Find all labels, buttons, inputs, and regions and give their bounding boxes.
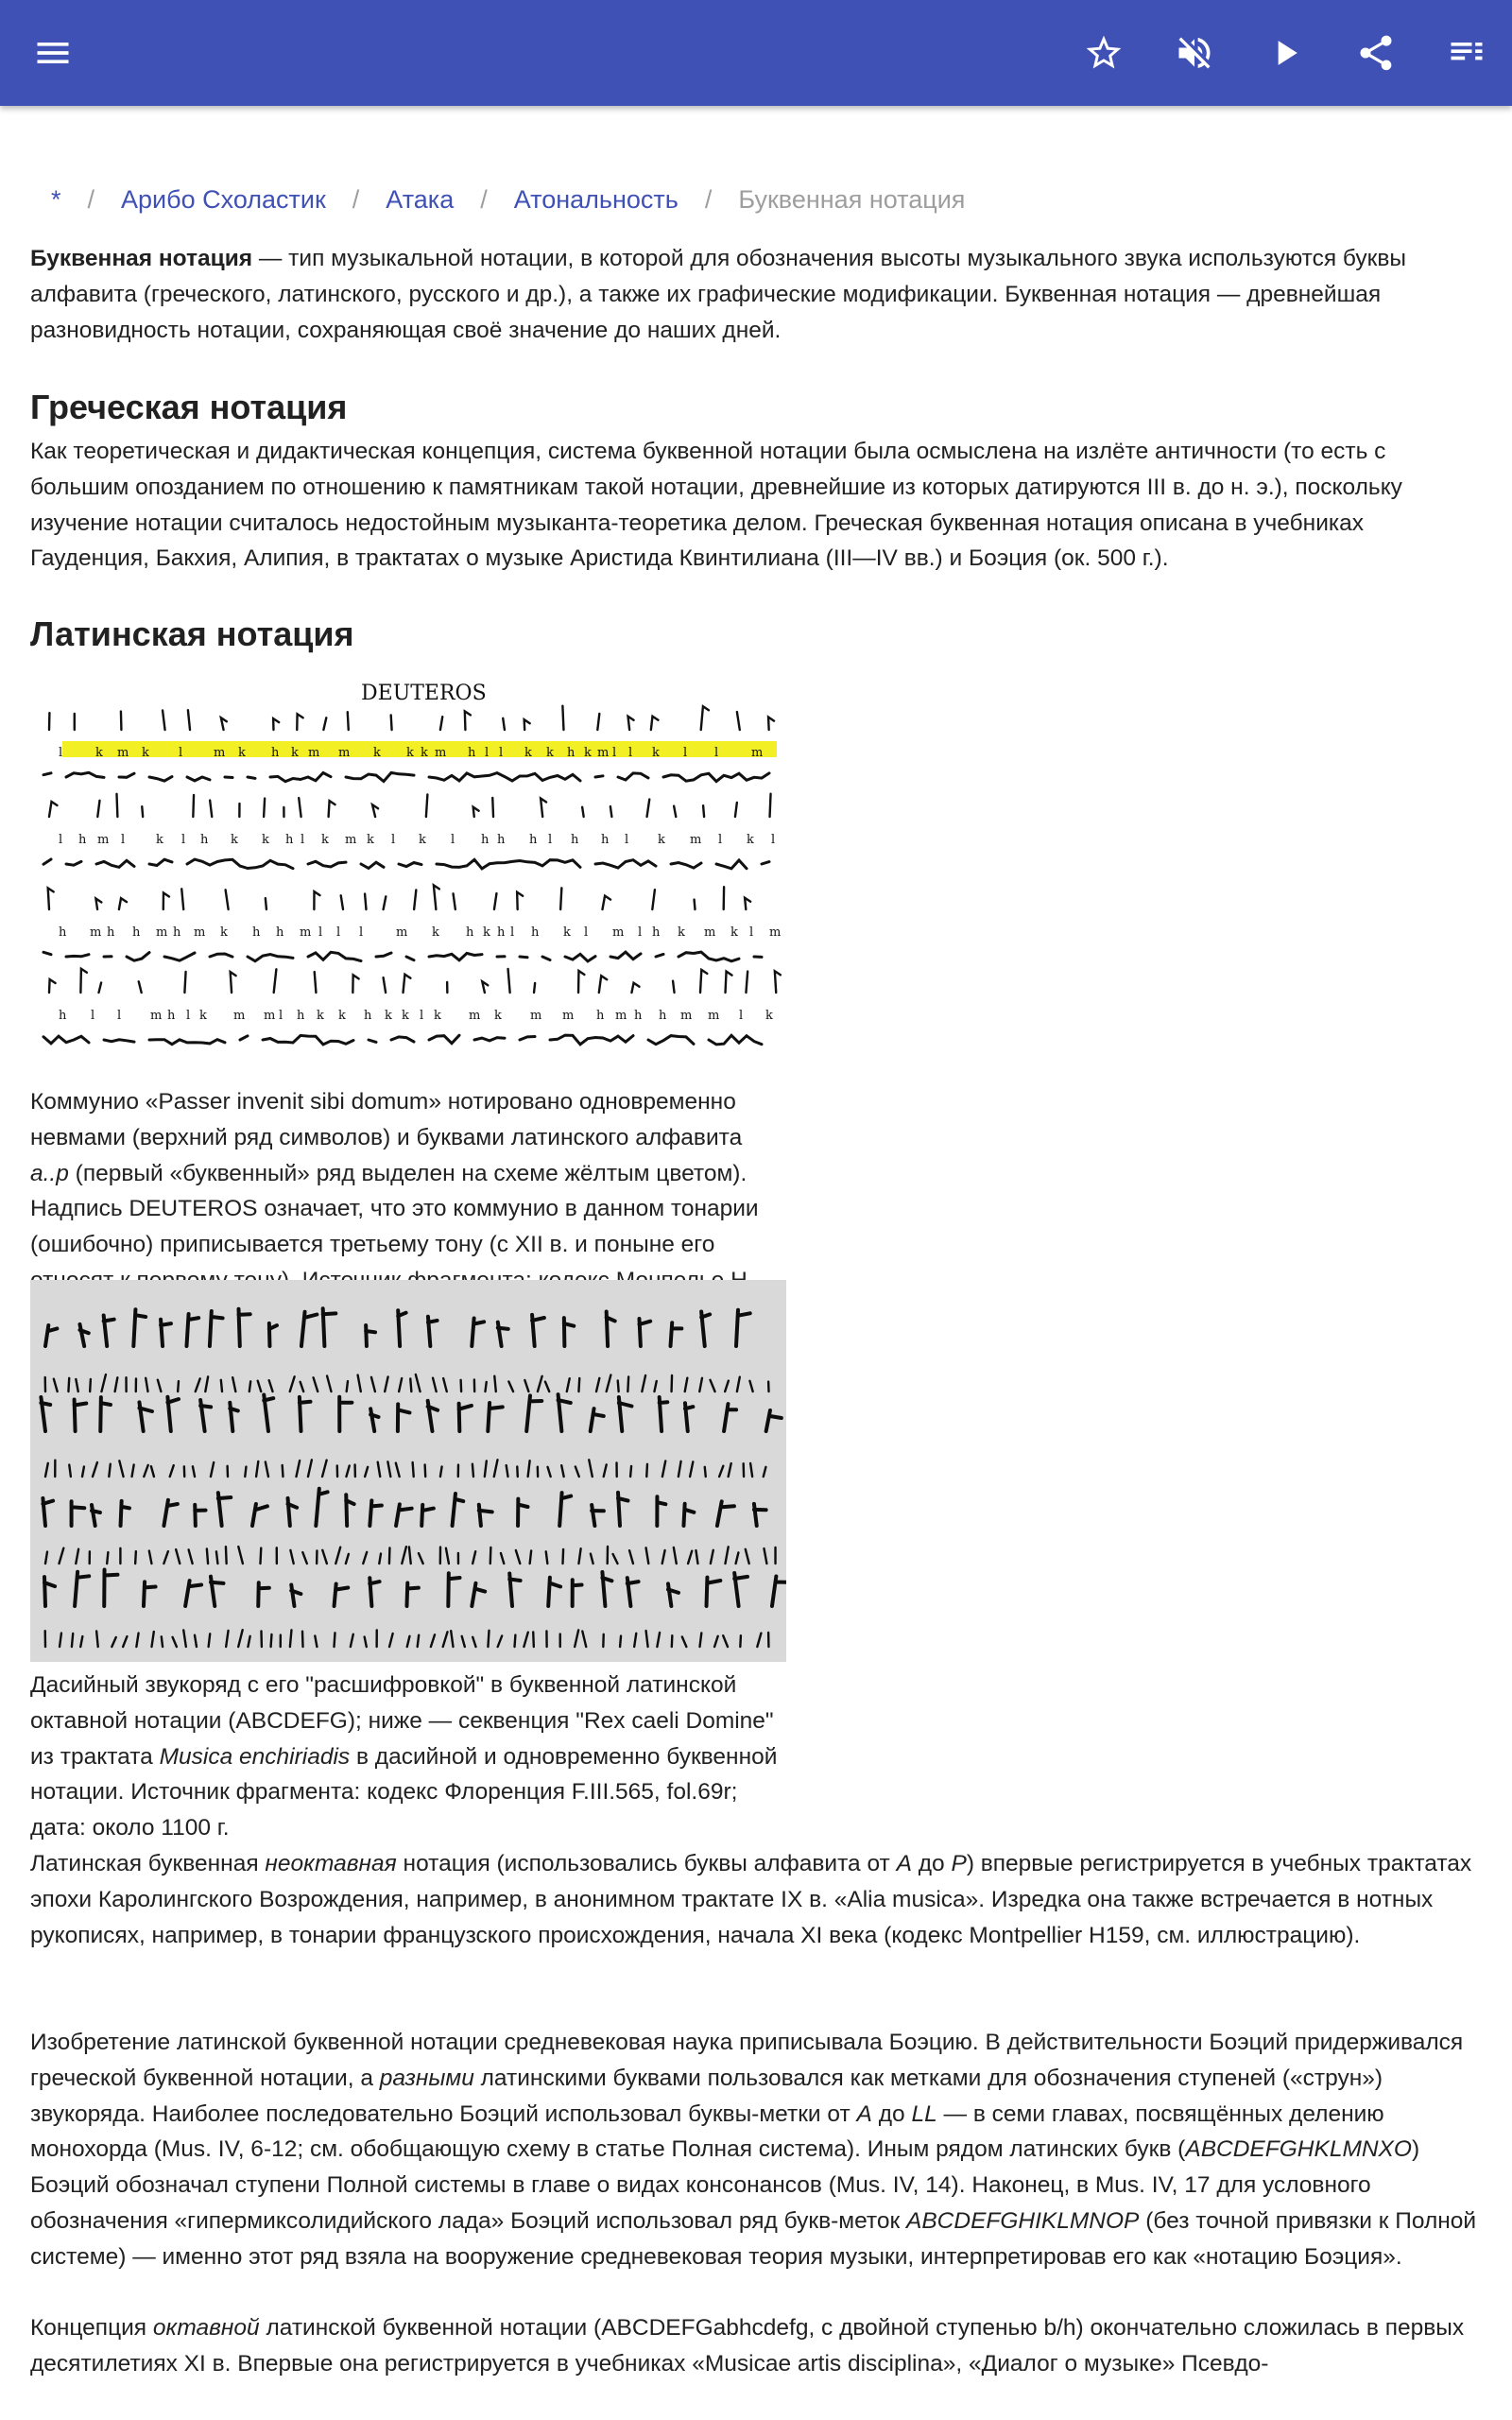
svg-text:m: m	[156, 925, 168, 940]
svg-text:m: m	[338, 746, 351, 760]
svg-text:m: m	[194, 925, 206, 940]
svg-text:m: m	[690, 833, 702, 847]
greek-heading: Греческая нотация	[30, 388, 348, 426]
svg-text:k: k	[563, 925, 571, 940]
svg-text:k: k	[262, 833, 269, 847]
svg-text:l: l	[683, 746, 688, 760]
svg-text:l: l	[714, 746, 719, 760]
svg-text:l: l	[625, 833, 629, 847]
svg-text:l: l	[59, 833, 63, 847]
svg-text:k: k	[658, 833, 665, 847]
svg-text:m: m	[396, 925, 408, 940]
svg-text:k: k	[373, 746, 381, 760]
svg-text:m: m	[751, 746, 764, 760]
svg-text:m: m	[769, 925, 782, 940]
svg-text:h: h	[634, 1009, 643, 1023]
svg-text:h: h	[132, 925, 141, 940]
svg-text:m: m	[150, 1009, 163, 1023]
svg-text:m: m	[345, 833, 357, 847]
svg-text:m: m	[562, 1009, 575, 1023]
svg-text:h: h	[567, 746, 576, 760]
svg-text:k: k	[421, 746, 428, 760]
svg-text:h: h	[167, 1009, 176, 1023]
share-button[interactable]	[1331, 0, 1421, 106]
svg-text:h: h	[481, 833, 490, 847]
svg-text:l: l	[584, 925, 589, 940]
svg-text:k: k	[432, 925, 439, 940]
greek-paragraph: Как теоретическая и дидактическая концепция, система буквенной нотации была осмыслена на излёте античности (то есть с большим опозданием по отношению к памятникам такой нотации, древнейшие из которых датируются III в. до н. э.), поскольку изучение нотации считалось недостойным музыканта-теоретика делом. Греческая буквенная нотация описана в учебниках Гауденция, Бакхия, Алипия, в трактатах о музыке Аристида Квинтилиана (III—IV вв.) и Боэция (ок. 500 г.).	[30, 439, 1402, 572]
svg-text:k: k	[652, 746, 660, 760]
breadcrumb-separator: /	[352, 185, 360, 214]
deuteros-label: DEUTEROS	[361, 682, 487, 705]
svg-text:k: k	[238, 746, 246, 760]
svg-text:l: l	[739, 1009, 744, 1023]
play-icon	[1264, 32, 1306, 74]
svg-text:l: l	[186, 1009, 191, 1023]
svg-text:h: h	[78, 833, 87, 847]
svg-text:k: k	[494, 1009, 502, 1023]
svg-text:m: m	[97, 833, 110, 847]
svg-text:l: l	[279, 1009, 284, 1023]
svg-text:k: k	[678, 925, 685, 940]
svg-text:m: m	[233, 1009, 246, 1023]
svg-text:h: h	[285, 833, 294, 847]
svg-text:k: k	[231, 833, 238, 847]
svg-text:k: k	[765, 1009, 773, 1023]
svg-text:k: k	[142, 746, 149, 760]
dasian-manuscript-image	[30, 1280, 786, 1662]
svg-text:l: l	[548, 833, 553, 847]
svg-text:h: h	[596, 1009, 605, 1023]
svg-text:h: h	[601, 833, 610, 847]
svg-text:l: l	[391, 833, 396, 847]
latin-paragraph-3: Концепция октавной латинской буквенной нотации (ABCDEFGabhcdefg, с двойной ступенью b/h) окончательно сложилась в первых десятилетиях XI в. Впервые она регистрируется в учебниках «Musicae artis disciplina», «Диалог о музыке» Псевдо-	[30, 2315, 1465, 2377]
svg-text:l: l	[359, 925, 364, 940]
svg-text:l: l	[612, 746, 617, 760]
menu-icon	[32, 32, 74, 74]
svg-text:l: l	[121, 833, 126, 847]
menu-button[interactable]	[23, 26, 83, 79]
svg-text:k: k	[747, 833, 754, 847]
intro-text: — тип музыкальной нотации, в которой для обозначения высоты музыкального звука используются буквы алфавита (греческого, латинского, русского и др.), а также их графические модификации. Буквенная нотация — древнейшая разновидность нотации, сохраняющая своё значение до наших дней.	[30, 246, 1407, 343]
svg-text:l: l	[181, 833, 186, 847]
svg-text:l: l	[638, 925, 643, 940]
star-outline-icon	[1083, 32, 1125, 74]
svg-text:m: m	[530, 1009, 542, 1023]
svg-text:m: m	[214, 746, 226, 760]
svg-text:k: k	[317, 1009, 324, 1023]
breadcrumb-item-aribo[interactable]: Арибо Схоластик	[121, 185, 326, 214]
app-bar-actions	[1058, 0, 1512, 106]
svg-text:m: m	[680, 1009, 693, 1023]
svg-text:l: l	[91, 1009, 95, 1023]
svg-text:m: m	[704, 925, 716, 940]
neume-manuscript-image	[30, 675, 786, 1080]
svg-text:h: h	[59, 925, 67, 940]
latin-heading: Латинская нотация	[30, 614, 354, 653]
svg-text:h: h	[297, 1009, 305, 1023]
svg-text:m: m	[612, 925, 625, 940]
bookmark-button[interactable]	[1058, 0, 1149, 106]
breadcrumb-separator: /	[480, 185, 488, 214]
figure2-caption: Дасийный звукоряд с его "расшифровкой" в буквенной латинской октавной нотации (ABCDEFG); ниже — секвенция "Rex caeli Domine" из трактата Musica enchiriadis в дасийной и одновременно буквенной нотации. Источник фрагмента: кодекс Флоренция F.III.565, fol.69r; дата: около 1100 г.	[30, 1672, 778, 1841]
svg-text:k: k	[199, 1009, 207, 1023]
svg-text:m: m	[469, 1009, 481, 1023]
share-icon	[1355, 32, 1397, 74]
svg-text:l: l	[318, 925, 323, 940]
svg-text:l: l	[485, 746, 490, 760]
breadcrumb-separator: /	[704, 185, 713, 214]
svg-text:l: l	[499, 746, 504, 760]
svg-text:k: k	[291, 746, 299, 760]
svg-text:h: h	[276, 925, 284, 940]
svg-text:k: k	[385, 1009, 392, 1023]
svg-text:l: l	[628, 746, 633, 760]
svg-text:l: l	[771, 833, 776, 847]
svg-text:h: h	[271, 746, 280, 760]
svg-text:h: h	[59, 1009, 67, 1023]
svg-text:k: k	[95, 746, 103, 760]
svg-text:m: m	[615, 1009, 627, 1023]
svg-text:l: l	[510, 925, 515, 940]
svg-text:l: l	[336, 925, 341, 940]
volume-off-icon	[1174, 32, 1215, 74]
contents-button[interactable]	[1421, 0, 1512, 106]
play-button[interactable]	[1240, 0, 1331, 106]
svg-text:h: h	[529, 833, 538, 847]
breadcrumb-item-home[interactable]: *	[51, 185, 61, 214]
mute-button[interactable]	[1149, 0, 1240, 106]
svg-text:h: h	[107, 925, 115, 940]
intro-term: Буквенная нотация	[30, 246, 253, 271]
svg-text:h: h	[497, 833, 506, 847]
svg-text:k: k	[483, 925, 490, 940]
svg-text:k: k	[321, 833, 329, 847]
svg-text:k: k	[419, 833, 426, 847]
svg-text:l: l	[451, 833, 455, 847]
breadcrumb-item-ataka[interactable]: Атака	[386, 185, 455, 214]
svg-text:h: h	[659, 1009, 667, 1023]
breadcrumb-separator: /	[87, 185, 95, 214]
svg-text:h: h	[497, 925, 506, 940]
svg-text:m: m	[300, 925, 312, 940]
svg-text:m: m	[435, 746, 447, 760]
svg-text:k: k	[524, 746, 532, 760]
svg-text:k: k	[730, 925, 738, 940]
svg-text:l: l	[718, 833, 723, 847]
svg-text:k: k	[367, 833, 374, 847]
svg-text:h: h	[468, 746, 476, 760]
svg-text:m: m	[90, 925, 102, 940]
latin-paragraph-1: Латинская буквенная неоктавная нотация (использовались буквы алфавита от A до P) впервые регистрируется в учебных трактатах эпохи Каролингского Возрождения, например, в анонимном трактате IX в. «Alia musica». Изредка она также встречается в нотных рукописях, например, в тонарии французского происхождения, начала XI века (кодекс Montpellier H159, см. иллюстрацию).	[30, 1851, 1472, 1948]
latin-paragraph-2: Изобретение латинской буквенной нотации средневековая наука приписывала Боэцию. В действительности Боэций придерживался греческой буквенной нотации, а разными латинскими буквами пользовался как метками для обозначения ступеней («струн») звукоряда. Наиболее последовательно Боэций использовал буквы-метки от A до LL — в семи главах, посвящённых делению монохорда (Mus. IV, 6-12; см. обобщающую схему в статье Полная система). Иным рядом латинских букв (ABCDEFGHKLMNXO) Боэций обозначал ступени Полной системы в главе о видах консонансов (Mus. IV, 14). Наконец, в Mus. IV, 17 для условного обозначения «гипермиксолидийского лада» Боэций использовал ряд букв-меток ABCDEFGHIKLMNOP (без точной привязки к Полной системе) — именно этот ряд взяла на вооружение средневековая теория музыки, интерпретировав его как «нотацию Боэция».	[30, 2030, 1477, 2270]
svg-text:h: h	[252, 925, 261, 940]
svg-text:l: l	[179, 746, 183, 760]
figure1-caption: Коммунио «Passer invenit sibi domum» нотировано одновременно невмами (верхний ряд символов) и буквами латинского алфавита a..p (первый «буквенный» ряд выделен на схеме жёлтым цветом). Надпись DEUTEROS означает, что это коммунио в данном тонарии (ошибочно) приписывается третьему тону (с XII в. и поныне его	[30, 1089, 759, 1258]
breadcrumb-item-atonalnost[interactable]: Атональность	[513, 185, 679, 214]
svg-text:h: h	[364, 1009, 372, 1023]
svg-text:m: m	[117, 746, 129, 760]
breadcrumb	[51, 168, 965, 231]
svg-text:k: k	[402, 1009, 409, 1023]
svg-text:h: h	[200, 833, 209, 847]
svg-text:h: h	[466, 925, 474, 940]
svg-text:m: m	[597, 746, 610, 760]
svg-text:l: l	[749, 925, 754, 940]
svg-text:k: k	[546, 746, 554, 760]
svg-text:k: k	[220, 925, 228, 940]
svg-text:k: k	[156, 833, 163, 847]
svg-text:m: m	[308, 746, 320, 760]
svg-text:h: h	[652, 925, 661, 940]
playlist-icon	[1446, 32, 1487, 74]
svg-text:h: h	[571, 833, 579, 847]
app-bar	[0, 0, 1512, 106]
svg-text:l: l	[301, 833, 305, 847]
svg-text:l: l	[420, 1009, 424, 1023]
svg-text:k: k	[406, 746, 414, 760]
svg-text:m: m	[264, 1009, 276, 1023]
svg-text:h: h	[531, 925, 540, 940]
svg-text:h: h	[173, 925, 181, 940]
breadcrumb-current: Буквенная нотация	[738, 185, 966, 214]
svg-text:k: k	[584, 746, 592, 760]
svg-text:k: k	[434, 1009, 441, 1023]
intro-paragraph	[30, 241, 1486, 348]
svg-text:k: k	[338, 1009, 346, 1023]
svg-text:m: m	[708, 1009, 720, 1023]
svg-text:l: l	[59, 746, 63, 760]
svg-text:l: l	[117, 1009, 122, 1023]
